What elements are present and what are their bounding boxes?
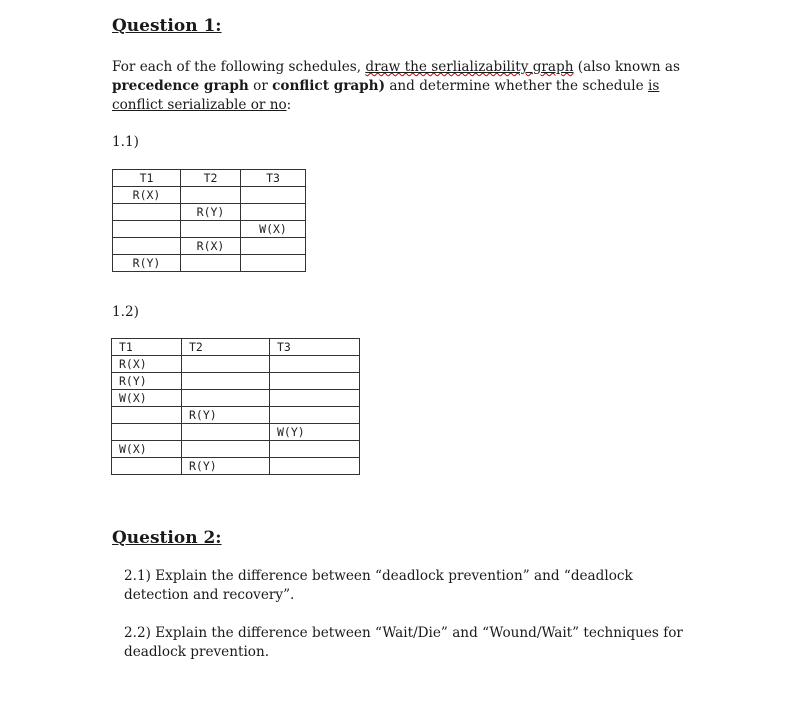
schedule-cell: R(Y) [113,255,181,272]
schedule-cell [270,441,360,458]
schedule-cell [270,390,360,407]
schedule-cell: R(Y) [182,407,270,424]
schedule-cell [270,356,360,373]
question-2-1-text: 2.1) Explain the difference between “deadlock prevention” and “deadlock detection and recovery”. [124,568,633,603]
schedule-cell [182,424,270,441]
schedule-cell [241,204,306,221]
header-row [112,339,360,356]
schedule-cell [270,373,360,390]
schedule-cell: R(X) [113,187,181,204]
column-header: T1 [113,170,181,187]
schedule-row [112,424,360,441]
schedule-cell [182,373,270,390]
schedule-cell [113,238,181,255]
schedule-cell [241,187,306,204]
schedule-cell [241,238,306,255]
serializability-graph-link: draw the serlializability graph [365,59,574,75]
column-header: T3 [270,339,360,356]
schedule-cell: R(Y) [112,373,182,390]
schedule-cell [181,187,241,204]
schedule-cell [113,221,181,238]
schedule-2-label: 1.2) [112,304,139,320]
schedule-cell [112,424,182,441]
column-header: T3 [241,170,306,187]
schedule-row [112,356,360,373]
question-1-instructions: For each of the following schedules, draw the serlializability graph (also known as precedence graph or conflict graph) and determine whether the schedule is conflict serializable or no: [112,59,681,113]
schedule-cell: R(X) [112,356,182,373]
schedule-cell: W(X) [112,390,182,407]
schedule-cell [112,407,182,424]
column-header: T1 [112,339,182,356]
schedule-cell [270,407,360,424]
schedule-row [113,187,306,204]
schedule-2-table [111,338,360,475]
schedule-row [113,238,306,255]
schedule-1-table [112,169,306,272]
schedule-cell [270,458,360,475]
schedule-row [113,255,306,272]
schedule-row [112,441,360,458]
schedule-cell: R(X) [181,238,241,255]
schedule-row [112,390,360,407]
schedule-row [112,458,360,475]
schedule-cell [113,204,181,221]
schedule-row [113,204,306,221]
schedule-cell: R(Y) [181,204,241,221]
schedule-cell [182,356,270,373]
schedule-cell: W(X) [112,441,182,458]
schedule-cell [112,458,182,475]
schedule-cell [182,441,270,458]
column-header: T2 [181,170,241,187]
schedule-cell: R(Y) [182,458,270,475]
question-1-heading: Question 1: [112,16,222,36]
column-header: T2 [182,339,270,356]
schedule-row [113,221,306,238]
schedule-cell [241,255,306,272]
schedule-cell: W(Y) [270,424,360,441]
schedule-2-body [112,339,360,475]
schedule-cell [181,255,241,272]
schedule-row [112,373,360,390]
schedule-1-body [113,170,306,272]
schedule-cell: W(X) [241,221,306,238]
question-2-2-text: 2.2) Explain the difference between “Wait/Die” and “Wound/Wait” techniques for deadlock prevention. [124,625,683,660]
schedule-1-label: 1.1) [112,134,139,150]
header-row [113,170,306,187]
schedule-cell [182,390,270,407]
schedule-cell [181,221,241,238]
schedule-row [112,407,360,424]
question-2-heading: Question 2: [112,528,222,548]
